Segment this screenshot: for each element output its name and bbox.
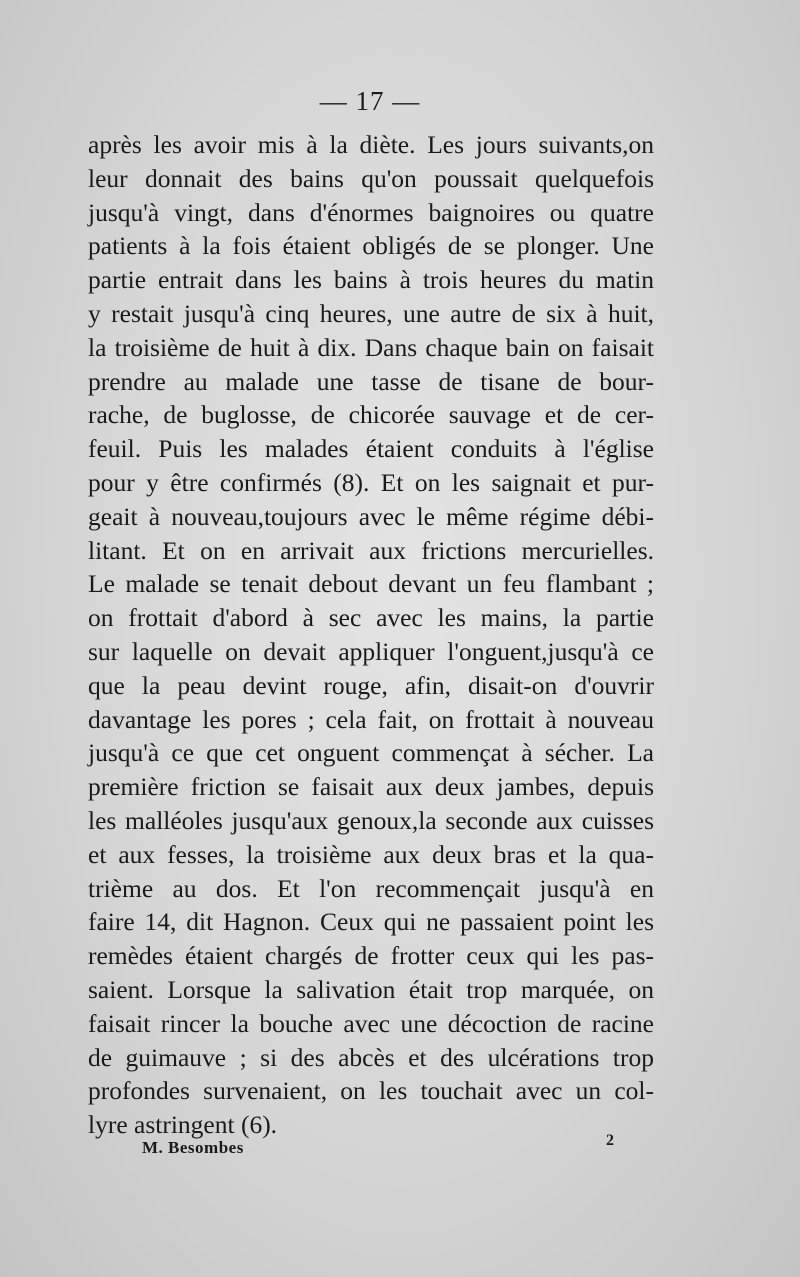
- text-line: Le malade se tenait debout devant un feu flambant ;: [88, 569, 654, 599]
- text-line: la troisième de huit à dix. Dans chaque bain on faisait: [88, 332, 654, 362]
- text-line: pour y être confirmés (8). Et on les saignait et pur-: [88, 467, 654, 497]
- text-line: davantage les pores ; cela fait, on frottait à nouveau: [88, 704, 654, 734]
- text-line: on frottait d'abord à sec avec les mains, la partie: [88, 603, 654, 633]
- text-line: y restait jusqu'à cinq heures, une autre de six à huit,: [88, 298, 654, 328]
- text-line: jusqu'à ce que cet onguent commençat à sécher. La: [88, 738, 654, 768]
- text-line: geait à nouveau,toujours avec le même régime débi-: [88, 501, 654, 531]
- text-line: et aux fesses, la troisième aux deux bras et la qua-: [88, 839, 654, 869]
- text-line: patients à la fois étaient obligés de se plonger. Une: [88, 231, 654, 261]
- text-line: de guimauve ; si des abcès et des ulcérations trop: [88, 1042, 654, 1072]
- text-line: que la peau devint rouge, afin, disait-on d'ouvrir: [88, 670, 654, 700]
- text-line: leur donnait des bains qu'on poussait quelquefois: [88, 163, 654, 193]
- text-line: sur laquelle on devait appliquer l'onguent,jusqu'à ce: [88, 636, 654, 666]
- text-line: lyre astringent (6).: [88, 1110, 278, 1140]
- body-text: [88, 128, 654, 1142]
- text-line: après les avoir mis à la diète. Les jours suivants,on: [88, 130, 654, 159]
- text-line: prendre au malade une tasse de tisane de bour-: [88, 366, 654, 396]
- signature-mark: M. Besombes: [142, 1138, 244, 1157]
- page-number: — 17 —: [319, 86, 421, 116]
- text-line: première friction se faisait aux deux jambes, depuis: [88, 772, 654, 802]
- text-line: trième au dos. Et l'on recommençait jusqu'à en: [88, 873, 654, 903]
- text-line: litant. Et on en arrivait aux frictions mercurielles.: [88, 535, 654, 565]
- sheet-number: 2: [606, 1132, 614, 1149]
- text-line: partie entrait dans les bains à trois heures du matin: [88, 265, 654, 295]
- text-line: jusqu'à vingt, dans d'énormes baignoires ou quatre: [88, 197, 654, 227]
- text-line: rache, de buglosse, de chicorée sauvage et de cer-: [88, 400, 654, 430]
- text-line: profondes survenaient, on les touchait avec un col-: [88, 1076, 654, 1106]
- page-footer: [88, 1132, 654, 1168]
- text-line: feuil. Puis les malades étaient conduits à l'église: [88, 434, 654, 464]
- text-line: remèdes étaient chargés de frotter ceux qui les pas-: [88, 941, 654, 971]
- text-line: saient. Lorsque la salivation était trop marquée, on: [88, 974, 654, 1004]
- text-line: faisait rincer la bouche avec une décoction de racine: [88, 1008, 654, 1038]
- text-line: faire 14, dit Hagnon. Ceux qui ne passaient point les: [88, 907, 654, 937]
- text-line: les malléoles jusqu'aux genoux,la seconde aux cuisses: [88, 805, 654, 835]
